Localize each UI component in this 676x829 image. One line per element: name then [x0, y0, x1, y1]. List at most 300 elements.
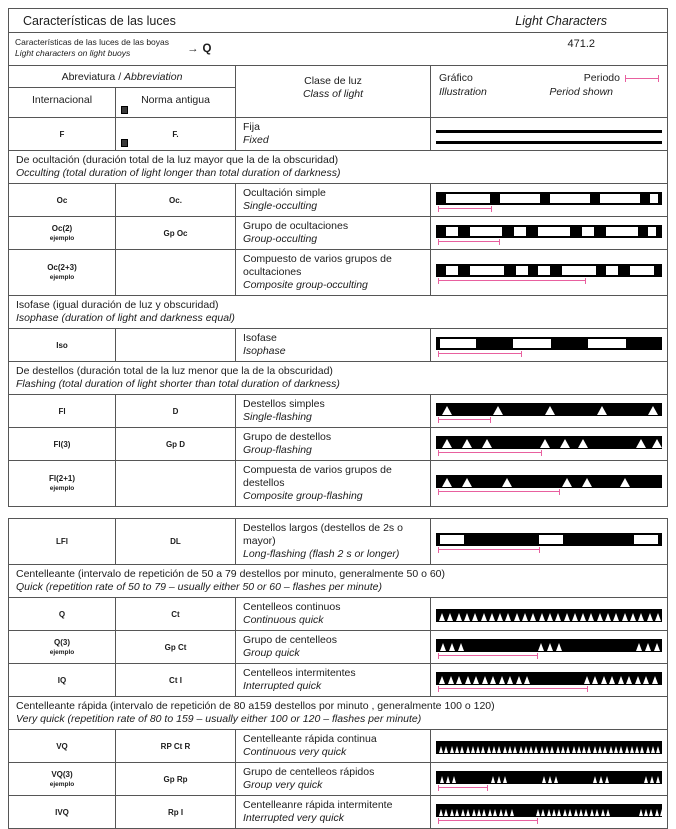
graphic-cell	[431, 184, 667, 216]
light-bar	[436, 771, 662, 784]
flash-triangle	[522, 613, 528, 621]
flash-triangle	[482, 676, 488, 684]
flash-triangle	[497, 776, 501, 783]
flash-triangle	[472, 809, 476, 816]
eclipse-segment	[562, 266, 596, 275]
cross-reference	[187, 43, 211, 55]
class-of-light-cell	[236, 250, 431, 295]
flash-triangle	[655, 613, 661, 621]
class-of-light-en: Continuous very quick	[243, 746, 347, 758]
flash-triangle	[566, 746, 570, 753]
flash-triangle	[601, 809, 605, 816]
light-pattern-graphic	[436, 403, 662, 423]
eclipse-segment	[630, 266, 654, 275]
old-abbreviation: DL	[170, 537, 181, 546]
flash-triangle	[439, 613, 445, 621]
arrow-right-icon: →	[187, 43, 199, 55]
light-pattern-graphic	[436, 337, 662, 357]
international-column-header: Internacional	[9, 88, 116, 117]
flash-triangle	[597, 406, 607, 415]
flash-triangle	[588, 613, 594, 621]
flash-triangle	[514, 613, 520, 621]
section-row	[9, 296, 667, 329]
abbreviation-header-group	[9, 66, 236, 117]
flash-triangle	[620, 478, 630, 487]
flash-triangle	[439, 746, 443, 753]
table-continued	[8, 518, 668, 829]
light-bar	[436, 475, 662, 488]
period-label-en: Period shown	[549, 86, 613, 98]
graphic-label-es: Gráfico	[439, 72, 473, 84]
section-title-es: De ocultación (duración total de la luz mayor que la de la obscuridad)	[16, 154, 339, 166]
table-row	[9, 461, 667, 506]
flash-triangle	[605, 776, 609, 783]
eclipse-segment	[516, 266, 528, 275]
table-row	[9, 664, 667, 697]
flash-triangle	[534, 746, 538, 753]
flash-triangle	[487, 746, 491, 753]
intl-abbreviation: IQ	[57, 675, 67, 685]
period-line	[438, 450, 542, 456]
flash-triangle	[556, 746, 560, 753]
flash-triangle	[593, 776, 597, 783]
subtitle-row	[9, 33, 667, 66]
flash-triangle	[550, 746, 554, 753]
class-of-light-en: Group very quick	[243, 779, 323, 791]
old-abbreviation-cell	[116, 519, 236, 564]
class-of-light-es: Grupo de centelleos rápidos	[243, 766, 375, 778]
flash-triangle	[449, 643, 455, 651]
eclipse-segment	[446, 266, 458, 275]
flash-triangle	[598, 746, 602, 753]
flash-triangle	[592, 676, 598, 684]
section-title-es: Centelleante rápida (intervalo de repetición de 80 a159 destellos por minuto , generalmente 100 o 120)	[16, 700, 495, 712]
flash-triangle	[538, 643, 544, 651]
flash-triangle	[493, 406, 503, 415]
flash-triangle	[651, 746, 655, 753]
light-bar	[436, 672, 662, 685]
flash-triangle	[450, 746, 454, 753]
flash-triangle	[577, 746, 581, 753]
light-bar	[436, 436, 662, 449]
old-abbreviation-cell	[116, 217, 236, 249]
flash-triangle	[614, 746, 618, 753]
intl-abbreviation-cell	[9, 395, 116, 427]
class-of-light-cell	[236, 395, 431, 427]
table-row	[9, 631, 667, 664]
light-pattern-graphic	[436, 639, 662, 659]
class-of-light-cell	[236, 217, 431, 249]
flash-triangle	[548, 776, 552, 783]
abbreviation-label-en: Abbreviation	[124, 71, 183, 83]
class-of-light-es: Isofase	[243, 332, 277, 344]
flash-triangle	[458, 643, 464, 651]
eclipse-segment	[600, 194, 640, 203]
intl-abbreviation: Fl	[58, 406, 66, 416]
graphic-cell	[431, 631, 667, 663]
flash-triangle	[636, 439, 646, 448]
flash-triangle	[545, 406, 555, 415]
class-of-light-en: Continuous quick	[243, 614, 324, 626]
intl-abbreviation: IVQ	[55, 807, 69, 817]
abbreviation-label-es: Abreviatura	[61, 71, 116, 83]
light-bar	[436, 192, 662, 205]
graphic-cell	[431, 395, 667, 427]
flash-triangle	[556, 643, 562, 651]
flash-triangle	[481, 746, 485, 753]
class-of-light-es: Centelleante rápida continua	[243, 733, 377, 745]
class-of-light-es: Compuesta de varios grupos de destellos	[243, 464, 392, 489]
class-of-light-es: Grupo de centelleos	[243, 634, 337, 646]
light-bar	[436, 264, 662, 277]
graphic-cell	[431, 519, 667, 564]
section-title-en: Quick (repetition rate of 50 to 79 – usually either 50 or 60 – flashes per minute)	[16, 581, 382, 593]
table-row	[9, 217, 667, 250]
intl-abbreviation-cell	[9, 763, 116, 795]
flash-triangle	[597, 613, 603, 621]
flash-triangle	[447, 613, 453, 621]
graphic-cell	[431, 329, 667, 361]
class-of-light-cell	[236, 631, 431, 663]
flash-triangle	[464, 613, 470, 621]
flash-triangle	[645, 643, 651, 651]
flash-triangle	[497, 746, 501, 753]
class-of-light-en: Single-flashing	[243, 411, 312, 423]
flash-triangle	[572, 746, 576, 753]
class-of-light-es: Destellos simples	[243, 398, 325, 410]
old-standard-column-header	[116, 88, 235, 117]
flash-triangle	[519, 746, 523, 753]
flash-triangle	[502, 478, 512, 487]
graphic-cell	[431, 763, 667, 795]
flash-triangle	[619, 746, 623, 753]
flash-triangle	[568, 809, 572, 816]
table-row	[9, 428, 667, 461]
flash-triangle	[547, 809, 551, 816]
footnote-symbol-icon	[121, 139, 128, 147]
flash-triangle	[516, 676, 522, 684]
old-abbreviation-cell	[116, 598, 236, 630]
flash-triangle	[652, 439, 662, 448]
table-gap	[8, 507, 670, 518]
old-abbreviation-cell	[116, 631, 236, 663]
flash-triangle	[539, 613, 545, 621]
flash-triangle	[547, 613, 553, 621]
class-of-light-es: Fija	[243, 121, 260, 133]
section-row	[9, 151, 667, 184]
flash-triangle	[630, 613, 636, 621]
eclipse-segment	[634, 535, 658, 544]
eclipse-segment	[550, 194, 590, 203]
light-pattern-graphic	[436, 609, 662, 622]
eclipse-segment	[446, 194, 490, 203]
flash-triangle	[579, 809, 583, 816]
old-abbreviation: Rp I	[167, 807, 184, 817]
subtitle-en: Light characters on light buoys	[15, 48, 131, 58]
flash-triangle	[555, 613, 561, 621]
flash-triangle	[472, 613, 478, 621]
flash-triangle	[564, 613, 570, 621]
abbreviation-separator: /	[115, 71, 125, 83]
old-abbreviation-cell	[116, 329, 236, 361]
flash-triangle	[492, 746, 496, 753]
eclipse-segment	[513, 339, 551, 348]
eclipse-segment	[582, 227, 594, 236]
fixed-light-bar	[436, 141, 662, 144]
class-of-light-cell	[236, 461, 431, 506]
flash-triangle	[442, 439, 452, 448]
class-of-light-column-header	[236, 66, 431, 117]
table-row	[9, 763, 667, 796]
flash-triangle	[622, 613, 628, 621]
rows-table-2	[9, 519, 667, 828]
intl-abbreviation: Oc(2+3)	[47, 263, 77, 272]
class-of-light-es: Grupo de ocultaciones	[243, 220, 349, 232]
intl-abbreviation: Oc	[56, 195, 68, 205]
flash-triangle	[482, 809, 486, 816]
section-title-es: Isofase (igual duración de luz y obscuridad)	[16, 299, 219, 311]
flash-triangle	[460, 746, 464, 753]
old-abbreviation: D	[172, 406, 179, 416]
class-of-light-en: Group quick	[243, 647, 300, 659]
flash-triangle	[595, 809, 599, 816]
flash-triangle	[530, 613, 536, 621]
class-of-light-cell	[236, 664, 431, 696]
flash-triangle	[609, 746, 613, 753]
light-pattern-graphic	[436, 436, 662, 456]
intl-abbreviation-cell	[9, 730, 116, 762]
flash-triangle	[560, 439, 570, 448]
light-pattern-graphic	[436, 533, 662, 553]
flash-triangle	[444, 809, 448, 816]
flash-triangle	[536, 809, 540, 816]
abbreviation-subheaders	[9, 88, 235, 117]
flash-triangle	[455, 746, 459, 753]
eclipse-segment	[514, 227, 526, 236]
intl-abbreviation-cell	[9, 461, 116, 506]
light-bar	[436, 804, 662, 817]
class-of-light-es: Destellos largos (destellos de 2s o mayor)	[243, 522, 403, 547]
flash-triangle	[545, 746, 549, 753]
class-of-light-en: Single-occulting	[243, 200, 318, 212]
period-line	[438, 653, 538, 659]
light-bar	[436, 403, 662, 416]
light-bar	[436, 337, 662, 350]
flash-triangle	[504, 809, 508, 816]
section-row	[9, 697, 667, 730]
flash-triangle	[660, 809, 662, 816]
class-of-light-es: Ocultación simple	[243, 187, 326, 199]
flash-triangle	[638, 613, 644, 621]
flash-triangle	[448, 676, 454, 684]
flash-triangle	[646, 746, 650, 753]
flash-triangle	[440, 643, 446, 651]
table-row	[9, 395, 667, 428]
old-abbreviation: Gp Oc	[163, 228, 188, 238]
flash-triangle	[562, 478, 572, 487]
light-pattern-graphic	[436, 771, 662, 791]
eclipse-segment	[500, 194, 540, 203]
flash-triangle	[625, 746, 629, 753]
table-row	[9, 519, 667, 565]
flash-triangle	[584, 676, 590, 684]
old-abbreviation-cell	[116, 118, 236, 150]
page-title: Características de las luces	[23, 13, 176, 28]
intl-abbreviation-cell	[9, 519, 116, 564]
class-of-light-cell	[236, 329, 431, 361]
intl-abbreviation-cell	[9, 184, 116, 216]
flash-triangle	[656, 776, 660, 783]
eclipse-segment	[648, 227, 656, 236]
flash-triangle	[442, 406, 452, 415]
flash-triangle	[489, 613, 495, 621]
old-abbreviation-cell	[116, 796, 236, 828]
flash-triangle	[499, 809, 503, 816]
flash-triangle	[541, 809, 545, 816]
flash-triangle	[465, 676, 471, 684]
old-abbreviation: Ct I	[169, 675, 182, 685]
old-abbreviation: Oc.	[169, 195, 182, 205]
flash-triangle	[461, 809, 465, 816]
intl-abbreviation: LFl	[56, 537, 68, 546]
flash-triangle	[644, 809, 648, 816]
flash-triangle	[590, 809, 594, 816]
eclipse-segment	[588, 339, 626, 348]
class-of-light-es: Grupo de destellos	[243, 431, 332, 443]
flash-triangle	[488, 809, 492, 816]
flash-triangle	[649, 809, 653, 816]
flash-triangle	[606, 809, 610, 816]
table-row	[9, 598, 667, 631]
class-of-light-cell	[236, 763, 431, 795]
old-abbreviation-cell	[116, 395, 236, 427]
flash-triangle	[647, 613, 653, 621]
flash-triangle	[473, 676, 479, 684]
class-of-light-label-es: Clase de luz	[304, 75, 362, 87]
table-row	[9, 796, 667, 828]
graphic-cell	[431, 118, 667, 150]
old-abbreviation: RP Ct R	[160, 741, 191, 751]
class-of-light-cell	[236, 598, 431, 630]
graphic-cell	[431, 730, 667, 762]
flash-triangle	[493, 809, 497, 816]
fixed-light-bar	[436, 130, 662, 133]
graphic-cell	[431, 250, 667, 295]
intl-abbreviation: Q	[58, 609, 66, 619]
flash-triangle	[439, 809, 443, 816]
flash-triangle	[635, 746, 639, 753]
flash-triangle	[456, 676, 462, 684]
eclipse-segment	[538, 266, 550, 275]
graphic-label-en: Illustration	[439, 86, 487, 98]
period-line	[438, 351, 522, 357]
flash-triangle	[648, 406, 658, 415]
intl-abbreviation-cell	[9, 428, 116, 460]
class-of-light-es: Centelleanre rápida intermitente	[243, 799, 393, 811]
class-of-light-cell	[236, 428, 431, 460]
intl-abbreviation-cell	[9, 664, 116, 696]
light-bar	[436, 609, 662, 622]
flash-triangle	[444, 746, 448, 753]
flash-triangle	[639, 809, 643, 816]
graphic-cell	[431, 217, 667, 249]
graphic-cell	[431, 461, 667, 506]
old-abbreviation: Gp Rp	[163, 774, 188, 784]
flash-triangle	[582, 478, 592, 487]
period-line	[438, 547, 540, 553]
period-line	[438, 206, 492, 212]
flash-triangle	[574, 809, 578, 816]
old-abbreviation-cell	[116, 461, 236, 506]
class-of-light-cell	[236, 796, 431, 828]
eclipse-segment	[440, 339, 476, 348]
title-row	[9, 9, 667, 33]
eclipse-segment	[446, 227, 458, 236]
flash-triangle	[477, 809, 481, 816]
flash-triangle	[442, 478, 452, 487]
period-line	[438, 417, 491, 423]
flash-triangle	[636, 643, 642, 651]
flash-triangle	[654, 643, 660, 651]
old-abbreviation: F.	[172, 129, 179, 139]
flash-triangle	[446, 776, 450, 783]
flash-triangle	[626, 676, 632, 684]
flash-triangle	[440, 776, 444, 783]
flash-triangle	[482, 439, 492, 448]
class-of-light-en: Interrupted quick	[243, 680, 322, 692]
rows-table-1	[9, 118, 667, 506]
flash-triangle	[507, 676, 513, 684]
flash-triangle	[613, 613, 619, 621]
flash-triangle	[650, 776, 654, 783]
old-abbreviation-cell	[116, 184, 236, 216]
flash-triangle	[510, 809, 514, 816]
flash-triangle	[640, 746, 644, 753]
table-row	[9, 329, 667, 362]
flash-triangle	[462, 439, 472, 448]
flash-triangle	[508, 746, 512, 753]
section-number: 471.2	[567, 38, 595, 50]
flash-triangle	[524, 676, 530, 684]
flash-triangle	[563, 809, 567, 816]
flash-triangle	[529, 746, 533, 753]
flash-triangle	[503, 746, 507, 753]
class-of-light-en: Group-occulting	[243, 233, 318, 245]
class-of-light-en: Group-flashing	[243, 444, 312, 456]
cross-reference-letter: Q	[202, 43, 212, 55]
class-of-light-cell	[236, 118, 431, 150]
flash-triangle	[582, 746, 586, 753]
light-pattern-graphic	[436, 804, 662, 824]
flash-triangle	[491, 776, 495, 783]
intl-abbreviation: Fl(2+1)	[48, 474, 75, 483]
intl-abbreviation-cell	[9, 118, 116, 150]
intl-abbreviation: F	[59, 129, 65, 139]
flash-triangle	[644, 776, 648, 783]
period-line	[438, 686, 588, 692]
section-title-en: Flashing (total duration of light shorter than total duration of darkness)	[16, 378, 340, 390]
class-of-light-cell	[236, 730, 431, 762]
class-of-light-en: Isophase	[243, 345, 286, 357]
table-main	[8, 8, 668, 507]
period-line	[438, 785, 488, 791]
light-pattern-graphic	[436, 264, 662, 284]
flash-triangle	[481, 613, 487, 621]
flash-triangle	[513, 746, 517, 753]
light-pattern-graphic	[436, 475, 662, 495]
section-title-es: Centelleante (intervalo de repetición de 50 a 79 destellos por minuto, generalmente 50 o 60)	[16, 568, 446, 580]
example-note: ejemplo	[49, 648, 75, 656]
